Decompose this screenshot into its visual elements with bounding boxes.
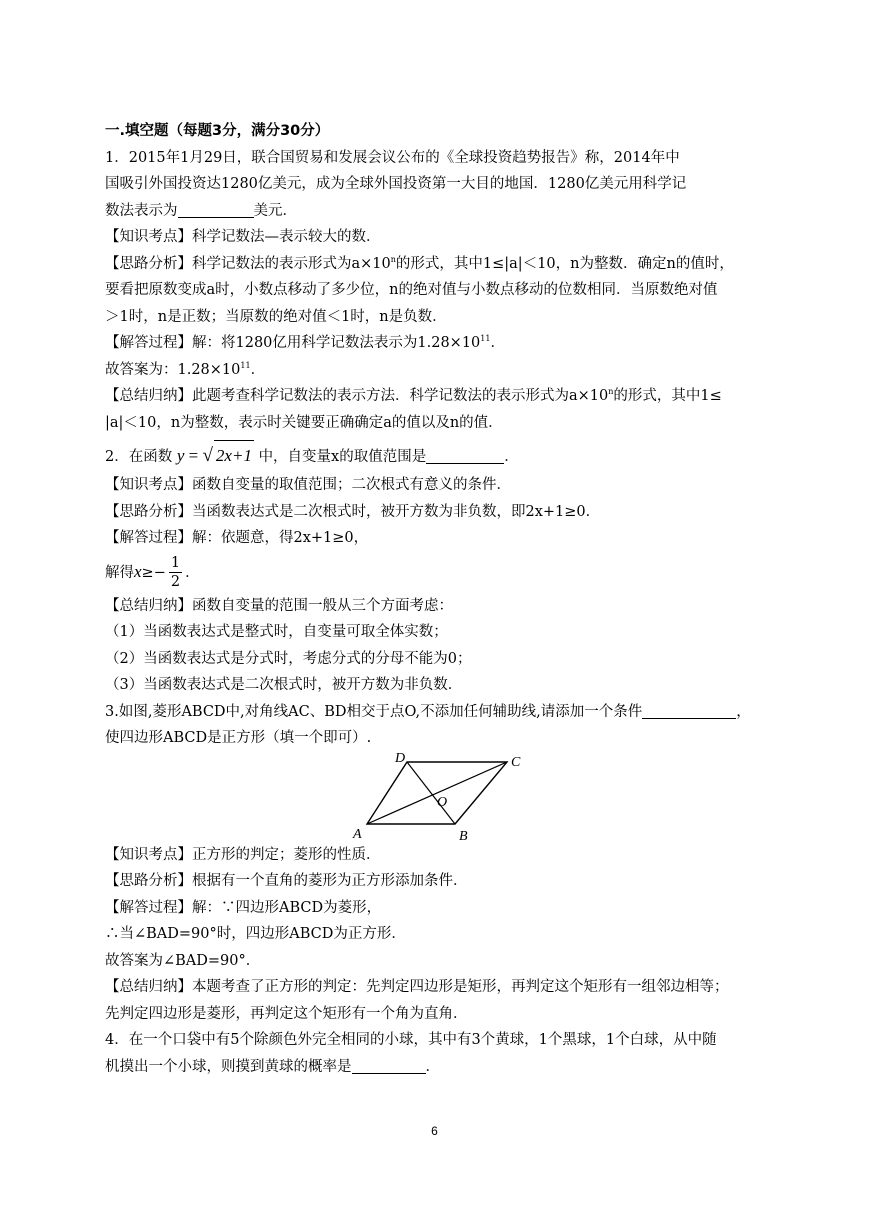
label-o: O: [437, 794, 448, 810]
q1-answer-blank[interactable]: [178, 201, 254, 218]
q2-question: [105, 440, 770, 472]
text: ．: [250, 361, 266, 378]
label-b: B: [459, 828, 468, 842]
q1-solution: [105, 330, 770, 357]
q2-knowledge: 【知识考点】函数自变量的取值范围；二次根式有意义的条件．: [105, 477, 511, 493]
q2-item-1: （1）当函数表达式是整式时，自变量可取全体实数；: [105, 624, 448, 640]
q1-analysis: [105, 251, 770, 278]
q2-summary: 【总结归纳】函数自变量的范围一般从三个方面考虑：: [105, 597, 453, 614]
text: 2．在函数: [105, 449, 173, 465]
text: ≥−: [141, 564, 166, 581]
page-number: 6: [431, 1124, 438, 1138]
section-title: 一.填空题（每题3分，满分30分）: [105, 123, 330, 139]
q3-knowledge: 【知识考点】正方形的判定；菱形的性质．: [105, 846, 381, 863]
text: 故答案为：1.28×10: [105, 361, 241, 378]
var-x: x: [134, 561, 142, 581]
text: ．: [425, 1058, 440, 1075]
denominator: 2: [170, 574, 181, 590]
q1-summary-2: |a|＜10，n为整数，表示时关键要正确确定a的值以及n的值．: [105, 414, 503, 431]
text: ，: [736, 703, 751, 720]
q1-analysis-3: ＞1时，n是正数；当原数的绝对值＜1时，n是负数．: [105, 308, 447, 325]
exponent: 11: [240, 360, 251, 370]
q1-text: 数法表示为: [105, 202, 178, 219]
q1-line1: 1．2015年1月29日，联合国贸易和发展会议公布的《全球投资趋势报告》称，2014年中: [105, 149, 680, 166]
q3-summary: 【总结归纳】本题考查了正方形的判定：先判定四边形是矩形，再判定这个矩形有一组邻边相等；: [105, 979, 729, 995]
q1-text: 美元．: [253, 202, 297, 219]
text: 机摸出一个小球，则摸到黄球的概率是: [105, 1058, 352, 1075]
label-d: D: [395, 751, 406, 766]
q3-line2: 使四边形ABCD是正方形（填一个即可）.: [105, 730, 372, 746]
rhombus-diagram: [347, 752, 527, 842]
text: 3.如图,菱形ABCD中,对角线AC、BD相交于点O,不添加任何辅助线,请添加一个条件: [105, 703, 643, 720]
diagonal-ac: [367, 762, 507, 824]
q3-solution: 【解答过程】解：∵四边形ABCD为菱形，: [105, 899, 382, 916]
q2-item-3: （3）当函数表达式是二次根式时，被开方数为非负数．: [105, 677, 463, 693]
label-a: A: [353, 826, 362, 842]
exponent: n: [390, 254, 396, 264]
q2-item-2: （2）当函数表达式是分式时，考虑分式的分母不能为0；: [105, 650, 472, 667]
document-page: [105, 118, 770, 1080]
text: 的形式，其中1≤|a|＜10，n为整数．确定n的值时，: [395, 255, 734, 272]
q2-answer-blank[interactable]: [426, 447, 504, 464]
text: 【思路分析】科学记数法的表示形式为a×10: [105, 255, 391, 272]
text: 【总结归纳】此题考查科学记数法的表示方法．科学记数法的表示形式为a×10: [105, 388, 609, 404]
text: ．: [185, 564, 200, 581]
text: ．: [490, 335, 505, 351]
q4-answer-blank[interactable]: [352, 1057, 426, 1074]
text: 解得: [105, 564, 134, 581]
text: 中，自变量x的取值范围是: [258, 449, 427, 465]
fraction: [169, 554, 182, 591]
q4-line2: [105, 1054, 770, 1081]
text: ．: [504, 449, 519, 465]
text: 【解答过程】解：将1280亿用科学记数法表示为1.28×10: [105, 335, 481, 351]
q1-knowledge: 【知识考点】科学记数法—表示较大的数．: [105, 229, 381, 245]
text: 的形式，其中1≤: [613, 388, 722, 404]
exponent: n: [608, 387, 614, 396]
q1-answer: [105, 357, 770, 384]
q2-analysis: 【思路分析】当函数表达式是二次根式时，被开方数为非负数，即2x+1≥0．: [105, 503, 601, 520]
q3-answer: 故答案为∠BAD=90°．: [105, 952, 261, 969]
var-y: y: [176, 446, 185, 465]
diagonal-bd: [407, 762, 455, 824]
q3-answer-blank[interactable]: [642, 702, 736, 719]
q1-line3: [105, 198, 770, 225]
q3-therefore: ∴当∠BAD=90°时，四边形ABCD为正方形．: [105, 926, 406, 942]
q1-summary: [105, 383, 770, 410]
radicand: 2x+1: [214, 440, 254, 471]
q2-solution: 【解答过程】解：依题意，得2x+1≥0，: [105, 530, 369, 546]
sqrt-icon: √: [202, 445, 213, 466]
equals: =: [184, 446, 203, 465]
q2-result: [105, 552, 770, 593]
q1-analysis-2: 要看把原数变成a时，小数点移动了多少位，n的绝对值与小数点移动的位数相同．当原数绝对值: [105, 282, 718, 298]
numerator: 1: [170, 555, 181, 571]
q3-summary-2: 先判定四边形是菱形，再判定这个矩形有一个角为直角．: [105, 1005, 468, 1022]
function-formula: [177, 446, 254, 465]
label-c: C: [511, 754, 521, 770]
q3-analysis: 【思路分析】根据有一个直角的菱形为正方形添加条件．: [105, 873, 468, 889]
q4-line1: 4．在一个口袋中有5个除颜色外完全相同的小球，其中有3个黄球，1个黑球，1个白球，从中随: [105, 1032, 717, 1048]
rhombus-figure: [105, 752, 770, 842]
exponent: 11: [480, 334, 491, 343]
q1-line2: 国吸引外国投资达1280亿美元，成为全球外国投资第一大目的地国．1280亿美元用科学记: [105, 176, 687, 192]
q3-line1: [105, 699, 770, 726]
